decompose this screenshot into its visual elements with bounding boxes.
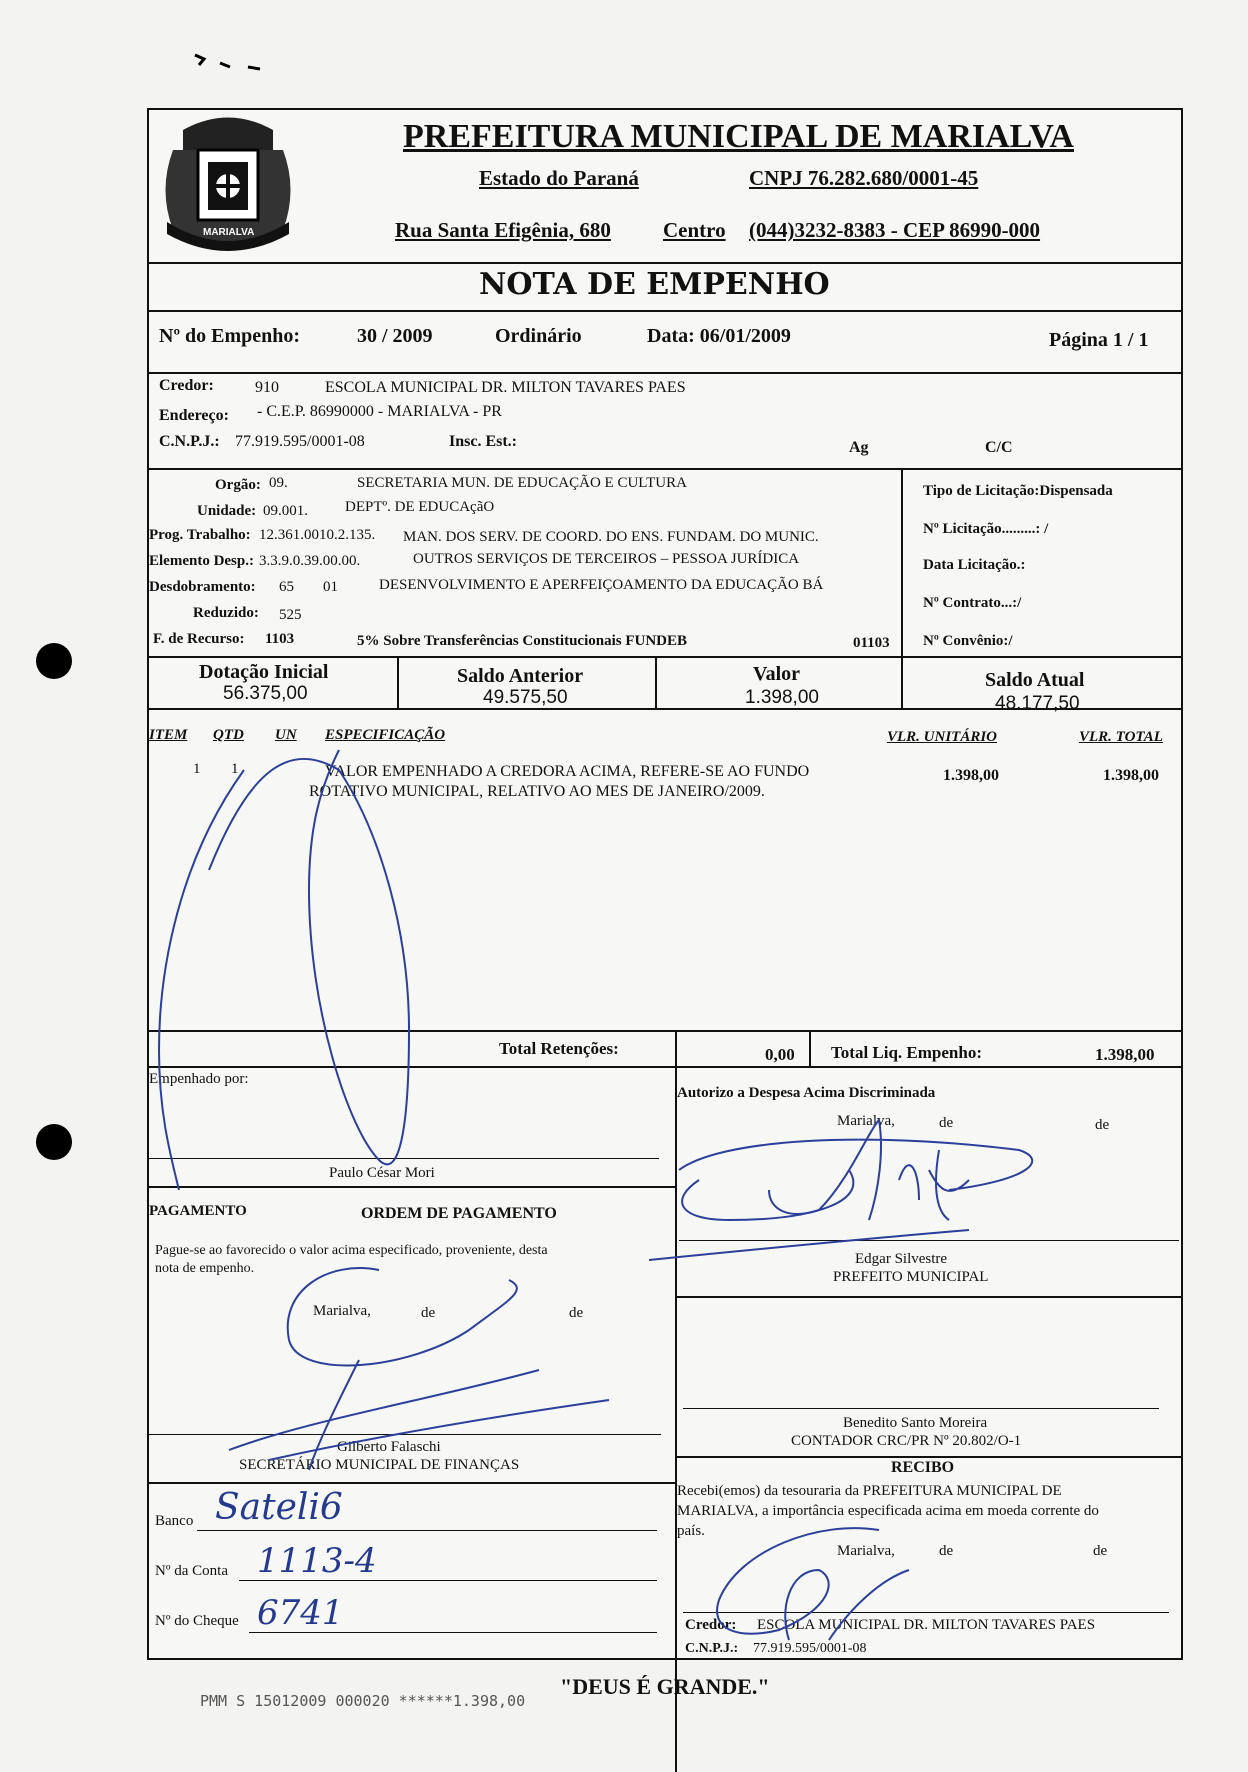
desdobramento-name: DESENVOLVIMENTO E APERFEIÇOAMENTO DA EDUCAÇÃO BÁ — [379, 577, 824, 593]
unidade-name: DEPTº. DE EDUCAçãO — [345, 499, 495, 515]
secretario-cargo: SECRETÁRIO MUNICIPAL DE FINANÇAS — [239, 1457, 520, 1473]
recibo-cnpj-label: C.N.P.J.: — [685, 1641, 739, 1656]
footer-motto: "DEUS É GRANDE." — [560, 1674, 770, 1699]
endereco-label: Endereço: — [159, 407, 229, 424]
empenho-label: Nº do Empenho: — [159, 325, 301, 347]
conta-label: Nº da Conta — [155, 1563, 228, 1579]
conta-value: 1113-4 — [257, 1541, 377, 1581]
signature-recibo — [679, 1510, 939, 1660]
total-retencoes-label: Total Retenções: — [499, 1039, 619, 1058]
credor-label: Credor: — [159, 377, 214, 394]
ordem-pagamento-label: ORDEM DE PAGAMENTO — [361, 1205, 557, 1222]
recibo-cnpj-value: 77.919.595/0001-08 — [753, 1641, 867, 1656]
row-desc-line1: VALOR EMPENHADO A CREDORA ACIMA, REFERE-SE AO FUNDO — [325, 763, 810, 780]
municipality-title: PREFEITURA MUNICIPAL DE MARIALVA — [403, 118, 1074, 155]
dotacao-inicial-value: 56.375,00 — [223, 683, 308, 704]
autorizo-de-1: de — [939, 1115, 954, 1131]
reduzido-value: 525 — [279, 607, 302, 623]
recurso-code: 1103 — [265, 631, 295, 647]
orgao-code: 09. — [269, 475, 288, 491]
elemento-label: Elemento Desp.: — [149, 553, 254, 569]
pagamento-de-2: de — [569, 1305, 584, 1321]
saldo-atual-value: 48.177,50 — [995, 693, 1080, 714]
row-valor-unitario: 1.398,00 — [943, 767, 999, 784]
top-mark — [190, 45, 310, 85]
recibo-label: RECIBO — [891, 1459, 955, 1476]
pagamento-label: PAGAMENTO — [149, 1203, 247, 1219]
phone-cep-text: (044)3232-8383 - CEP 86990-000 — [749, 218, 1041, 242]
pagamento-texto-1: Pague-se ao favorecido o valor acima especificado, proveniente, desta — [155, 1243, 548, 1258]
footer-stamp: PMM S 15012009 000020 ******1.398,00 — [200, 1692, 526, 1710]
pagamento-cidade: Marialva, — [313, 1303, 371, 1319]
document-title: NOTA DE EMPENHO — [479, 267, 830, 302]
col-item: ITEM — [149, 727, 188, 743]
prefeito-nome: Edgar Silvestre — [855, 1251, 948, 1267]
recibo-texto-3: país. — [677, 1523, 705, 1539]
empenhado-label: Empenhado por: — [149, 1071, 249, 1087]
banco-value: Sateli6 — [215, 1487, 343, 1528]
punch-hole-bottom — [36, 1124, 72, 1160]
endereco-value: - C.E.P. 86990000 - MARIALVA - PR — [257, 403, 502, 420]
col-qtd: QTD — [213, 727, 244, 743]
contador-cargo: CONTADOR CRC/PR Nº 20.802/O-1 — [791, 1433, 1022, 1449]
recibo-credor-label: Credor: — [685, 1617, 737, 1633]
state-text: Estado do Paraná — [479, 166, 639, 190]
recurso-name: 5% Sobre Transferências Constitucionais FUNDEB — [357, 633, 688, 649]
row-valor-total: 1.398,00 — [1103, 767, 1159, 784]
empenho-number: 30 / 2009 — [357, 325, 433, 347]
numero-contrato: Nº Contrato...:/ — [923, 595, 1022, 611]
prefeito-cargo: PREFEITO MUNICIPAL — [833, 1269, 989, 1285]
dotacao-inicial-label: Dotação Inicial — [199, 661, 329, 683]
row-qtd: 1 — [231, 761, 239, 777]
orgao-label: Orgão: — [215, 477, 261, 493]
ag-label: Ag — [849, 439, 869, 456]
cc-label: C/C — [985, 439, 1013, 456]
col-valor-total: VLR. TOTAL — [1079, 729, 1163, 745]
reduzido-label: Reduzido: — [193, 605, 259, 621]
secretario-nome: Gilberto Falaschi — [337, 1439, 441, 1455]
saldo-anterior-value: 49.575,50 — [483, 687, 568, 708]
empenhado-nome: Paulo César Mori — [329, 1165, 435, 1181]
desdobramento-label: Desdobramento: — [149, 579, 256, 595]
prog-name: MAN. DOS SERV. DE COORD. DO ENS. FUNDAM. DO MUNIC. — [403, 529, 819, 545]
numero-licitacao: Nº Licitação.........: / — [923, 521, 1049, 537]
total-liquido-value: 1.398,00 — [1095, 1045, 1155, 1064]
recibo-texto-2: MARIALVA, a importância especificada acima em moeda corrente do — [677, 1503, 1099, 1519]
numero-convenio: Nº Convênio:/ — [923, 633, 1013, 649]
recibo-texto-1: Recebi(emos) da tesouraria da PREFEITURA MUNICIPAL DE — [677, 1483, 1062, 1499]
elemento-code: 3.3.9.0.39.00.00. — [259, 553, 361, 569]
desdobramento-b: 01 — [323, 579, 338, 595]
cheque-label: Nº do Cheque — [155, 1613, 239, 1629]
row-desc-line2: ROTATIVO MUNICIPAL, RELATIVO AO MES DE JANEIRO/2009. — [309, 783, 765, 800]
autorizo-label: Autorizo a Despesa Acima Discriminada — [677, 1085, 936, 1101]
prog-code: 12.361.0010.2.135. — [259, 527, 376, 543]
seal-ribbon-text: MARIALVA — [203, 227, 255, 238]
empenho-date: Data: 06/01/2009 — [647, 325, 791, 347]
autorizo-cidade: Marialva, — [837, 1113, 895, 1129]
insc-label: Insc. Est.: — [449, 433, 518, 450]
cnpj-value: 77.919.595/0001-08 — [235, 433, 365, 450]
municipal-seal — [153, 110, 303, 260]
orgao-name: SECRETARIA MUN. DE EDUCAÇÃO E CULTURA — [357, 475, 687, 491]
data-licitacao: Data Licitação.: — [923, 557, 1026, 573]
contador-nome: Benedito Santo Moreira — [843, 1415, 988, 1431]
row-item: 1 — [193, 761, 201, 777]
district-text: Centro — [663, 218, 726, 242]
unidade-code: 09.001. — [263, 503, 308, 519]
col-valor-unitario: VLR. UNITÁRIO — [887, 729, 998, 745]
valor-value: 1.398,00 — [745, 687, 819, 708]
elemento-name: OUTROS SERVIÇOS DE TERCEIROS – PESSOA JURÍDICA — [413, 551, 800, 567]
valor-label: Valor — [753, 663, 801, 685]
pagamento-de-1: de — [421, 1305, 436, 1321]
total-retencoes-value: 0,00 — [765, 1045, 795, 1064]
prog-label: Prog. Trabalho: — [149, 527, 251, 543]
empenho-type: Ordinário — [495, 325, 582, 347]
nota-de-empenho-form — [147, 108, 1183, 1660]
banco-label: Banco — [155, 1513, 194, 1529]
recurso-code-2: 01103 — [853, 635, 890, 651]
credor-name: ESCOLA MUNICIPAL DR. MILTON TAVARES PAES — [325, 379, 686, 396]
recibo-credor-nome: ESCOLA MUNICIPAL DR. MILTON TAVARES PAES — [757, 1617, 1096, 1633]
recibo-cidade: Marialva, — [837, 1543, 895, 1559]
unidade-label: Unidade: — [197, 503, 257, 519]
col-un: UN — [275, 727, 297, 743]
cnpj-label: C.N.P.J.: — [159, 433, 220, 450]
total-liquido-label: Total Liq. Empenho: — [831, 1043, 982, 1062]
street-text: Rua Santa Efigênia, 680 — [395, 218, 611, 242]
col-especificacao: ESPECIFICAÇÃO — [325, 727, 446, 743]
punch-hole-top — [36, 643, 72, 679]
saldo-atual-label: Saldo Atual — [985, 669, 1085, 691]
autorizo-de-2: de — [1095, 1117, 1110, 1133]
cnpj-text: CNPJ 76.282.680/0001-45 — [749, 166, 979, 190]
recibo-de-2: de — [1093, 1543, 1108, 1559]
saldo-anterior-label: Saldo Anterior — [457, 665, 584, 687]
page-number: Página 1 / 1 — [1049, 329, 1149, 351]
pagamento-texto-2: nota de empenho. — [155, 1261, 255, 1276]
tipo-licitacao: Tipo de Licitação:Dispensada — [923, 483, 1113, 499]
desdobramento-a: 65 — [279, 579, 294, 595]
cheque-value: 6741 — [257, 1593, 344, 1633]
credor-code: 910 — [255, 379, 279, 396]
recibo-de-1: de — [939, 1543, 954, 1559]
recurso-label: F. de Recurso: — [153, 631, 245, 647]
